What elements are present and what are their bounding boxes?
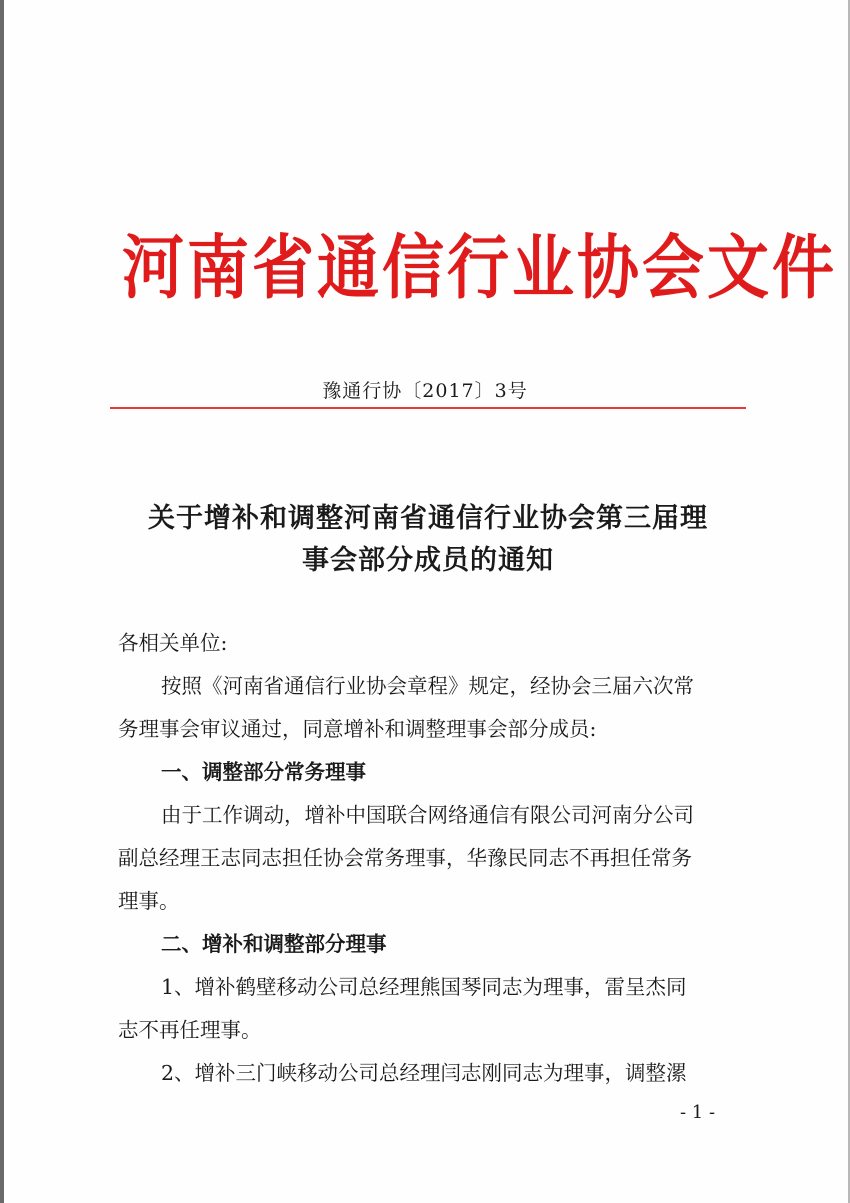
- body-line: 2、增补三门峡移动公司总经理闫志刚同志为理事，调整漯: [161, 1061, 687, 1085]
- notice-body: [118, 622, 748, 1095]
- body-line: 务理事会审议通过，同意增补和调整理事会部分成员:: [118, 717, 597, 741]
- body-line: 副总经理王志同志担任协会常务理事，华豫民同志不再担任常务: [118, 846, 692, 870]
- salutation: 各相关单位:: [118, 631, 228, 655]
- section-heading-1: 一、调整部分常务理事: [161, 760, 366, 784]
- scan-edge-left: [0, 0, 4, 1203]
- body-line: 理事。: [118, 889, 180, 913]
- page-number: - 1 -: [680, 1102, 716, 1123]
- red-divider-line: [110, 407, 746, 409]
- document-number: 豫通行协〔2017〕3号: [322, 380, 528, 402]
- body-line: 志不再任理事。: [118, 1018, 262, 1042]
- body-line: 1、增补鹤壁移动公司总经理熊国琴同志为理事，雷呈杰同: [161, 975, 687, 999]
- body-line: 按照《河南省通信行业协会章程》规定，经协会三届六次常: [161, 674, 694, 698]
- body-line: 由于工作调动，增补中国联合网络通信有限公司河南分公司: [161, 803, 694, 827]
- notice-title-line-1: 关于增补和调整河南省通信行业协会第三届理: [148, 503, 708, 534]
- notice-title-line-2: 事会部分成员的通知: [302, 545, 554, 576]
- section-heading-2: 二、增补和调整部分理事: [161, 932, 387, 956]
- notice-title: [110, 498, 746, 582]
- document-header-title: 河南省通信行业协会文件: [122, 226, 838, 309]
